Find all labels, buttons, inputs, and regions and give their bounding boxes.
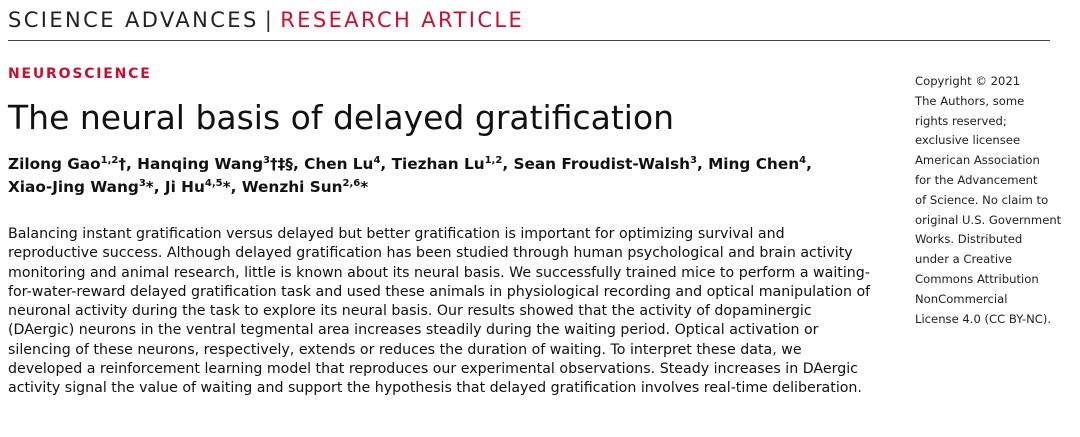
author-affiliation: 1,2	[100, 155, 119, 166]
author-marks: *	[222, 178, 231, 196]
author-marks: *	[360, 178, 369, 196]
author-affiliation: 4	[799, 155, 807, 166]
author-affiliation: 3	[263, 155, 270, 166]
author-affiliation: 3	[689, 155, 697, 166]
author-affiliation: 1,2	[484, 155, 503, 166]
author-affiliation: 2,6	[342, 178, 361, 189]
author-name: Tiezhan Lu	[391, 155, 485, 173]
masthead-separator: |	[264, 8, 275, 32]
abstract: Balancing instant gratification versus delayed but better gratification is important for optimizing survival and reproductive success. Although delayed gratification has been studied through human psychological and brain activity monitoring and animal research, little is known about its neural basis. We successfully trained mice to perform a waiting-for-water-reward delayed gratification task and used these animals in physiological recording and optical manipulation of neuronal activity during the task to explore its neural basis. Our results showed that the activity of dopaminergic (DAergic) neurons in the ventral tegmental area increases steadily during the waiting period. Optical activation or silencing of these neurons, respectively, extends or reduces the duration of waiting. To interpret these data, we developed a reinforcement learning model that reproduces our experimental observations. Steady increases in DAergic activity signal the value of waiting and support the hypothesis that delayed gratification involves real-time deliberation.	[8, 226, 871, 397]
author	[242, 178, 368, 196]
author-name: Wenzhi Sun	[241, 178, 343, 196]
author	[708, 155, 806, 173]
author-name: Hanqing Wang	[137, 155, 264, 173]
journal-name: SCIENCE ADVANCES	[8, 8, 259, 32]
author	[513, 155, 696, 173]
author-name: Xiao-Jing Wang	[8, 178, 139, 196]
author	[165, 178, 231, 196]
copyright-notice: Copyright © 2021 The Authors, some rights reserved; exclusive licensee American Association for the Advancement of Science. No claim to original U.S. Government Works. Distributed under a Creative Commons Attribution NonCommercial License 4.0 (CC BY-NC).	[915, 74, 1062, 326]
author-name: Zilong Gao	[8, 155, 101, 173]
author-marks: †‡§	[270, 155, 293, 173]
author	[137, 155, 293, 173]
author	[304, 155, 380, 173]
section-label: NEUROSCIENCE	[8, 66, 152, 82]
author	[392, 155, 503, 173]
article-title: The neural basis of delayed gratification	[8, 98, 675, 137]
author-list: Zilong Gao$^{1,2}$†, Hanqing Wang$^3$†‡§, Chen Lu$^4$, Tiezhan Lu$^{1,2}$, Sean Froudist-Walsh$^3$, Ming Chen$^4$, Xiao-Jing Wang$^3$*, Ji Hu$^{4,5}$*, Wenzhi Sun$^{2,6}$*	[8, 155, 812, 196]
header-rule	[8, 40, 1050, 41]
author-affiliation: 4,5	[204, 178, 223, 189]
author	[8, 155, 126, 173]
author	[8, 178, 154, 196]
author-name: Ming Chen	[708, 155, 800, 173]
author-marks: †	[118, 155, 127, 173]
author-name: Sean Froudist-Walsh	[513, 155, 690, 173]
journal-masthead	[8, 6, 524, 34]
author-marks: *	[145, 178, 154, 196]
author-name: Chen Lu	[304, 155, 374, 173]
author-affiliation: 3	[138, 178, 146, 189]
author-name: Ji Hu	[164, 178, 205, 196]
author-affiliation: 4	[373, 155, 381, 166]
article-type: RESEARCH ARTICLE	[280, 8, 525, 32]
